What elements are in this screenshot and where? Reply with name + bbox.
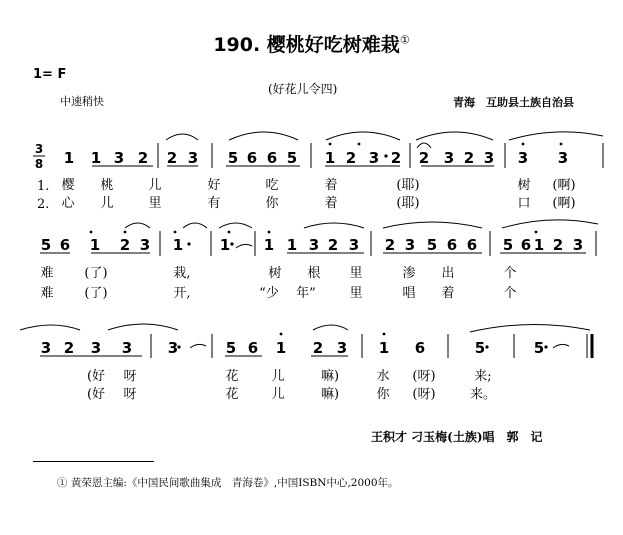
note: 3 [483,149,495,167]
note: 5 [286,149,298,167]
note: 6 [414,339,426,357]
time-signature-top: 3 [34,142,44,156]
lyric: 桃 [100,178,114,193]
note: 6 [59,236,71,254]
lyric: (呀) [412,387,436,402]
note: 3 [308,236,320,254]
note: 5 [426,236,438,254]
note: 5 [227,149,239,167]
note: 3 [404,236,416,254]
lyric: 年” [296,286,316,301]
lyric: 你 [376,387,390,402]
key-signature: 1= F [33,67,67,82]
note: 2 [345,149,357,167]
note: 6 [446,236,458,254]
lyric: 难 [40,286,54,301]
lyric: 个 [503,266,517,281]
lyric: 口 [517,196,531,211]
lyric: (耶) [396,178,420,193]
note: 3 [572,236,584,254]
note: 3 [113,149,125,167]
note: 3 [517,149,529,167]
performer-credits: 王积才 刁玉梅(土族)唱 郭 记 [371,430,543,444]
lyric: 水 [376,369,390,384]
note: 2 [327,236,339,254]
lyric: 个 [503,286,517,301]
lyric: 渗 [402,266,416,281]
note: 1 [533,236,545,254]
lyric: 难 [40,266,54,281]
lyric: 呀 [123,369,137,384]
lyric: (啊) [552,178,576,193]
lyric: 着 [324,196,338,211]
note: 2 [418,149,430,167]
lyric: (呀) [412,369,436,384]
tune-subtitle: (好花儿令四) [268,82,338,96]
note: 5 [533,339,545,357]
note: 2 [390,149,402,167]
note: 1 [275,339,287,357]
note: 3 [348,236,360,254]
note: 3 [139,236,151,254]
note: 2 [312,339,324,357]
note: 1 [89,236,101,254]
footnote-divider [33,461,154,462]
note: 6 [520,236,532,254]
note: 1 [324,149,336,167]
note: 2 [137,149,149,167]
lyric: (了) [84,286,108,301]
note: 2 [552,236,564,254]
note: 5 [502,236,514,254]
lyric: 嘛) [320,387,340,402]
note: 1 [172,236,184,254]
lyric: 栽, [173,266,191,281]
note: 3 [557,149,569,167]
note: 2 [384,236,396,254]
lyric: 儿 [271,369,285,384]
note: 6 [247,339,259,357]
note: 3 [368,149,380,167]
note: 3 [121,339,133,357]
note: 6 [466,236,478,254]
song-title: 190. 樱桃好吃树难栽① [213,33,410,56]
lyric: 里 [148,196,162,211]
lyric: 嘛) [320,369,340,384]
lyric: 根 [307,266,321,281]
lyric: 吃 [265,178,279,193]
note: 1 [286,236,298,254]
lyric: 心 [61,196,75,211]
lyric: 来; [474,369,492,384]
lyric: (耶) [396,196,420,211]
lyric: 花 [225,387,239,402]
note: 1 [378,339,390,357]
note: 3 [167,339,179,357]
note: 3 [443,149,455,167]
lyric: 花 [225,369,239,384]
lyric: 唱 [402,286,416,301]
lyric: 着 [324,178,338,193]
verse-label: 1. [37,179,50,194]
lyric: “少 [259,286,279,301]
lyric: 呀 [123,387,137,402]
note: 6 [246,149,258,167]
verse-label: 2. [37,197,50,212]
note: 2 [463,149,475,167]
time-signature-bottom: 8 [34,157,44,171]
note: 3 [336,339,348,357]
lyric: 里 [349,266,363,281]
lyric: 樱 [61,178,75,193]
note: 5 [225,339,237,357]
note: 5 [40,236,52,254]
note: 5 [474,339,486,357]
region-label: 青海 互助县土族自治县 [453,96,574,109]
lyric: 树 [268,266,282,281]
note: 3 [187,149,199,167]
lyric: (好 [86,369,106,384]
tempo-marking: 中速稍快 [60,95,104,108]
lyric: 有 [207,196,221,211]
lyric: (了) [84,266,108,281]
lyric: 你 [265,196,279,211]
lyric: 来。 [469,387,497,402]
lyric: (好 [86,387,106,402]
lyric: 儿 [271,387,285,402]
note: 6 [266,149,278,167]
lyric: 出 [441,266,455,281]
note: 1 [219,236,231,254]
lyric: 好 [207,178,221,193]
lyric: 儿 [100,196,114,211]
lyric: 里 [349,286,363,301]
note: 3 [90,339,102,357]
lyric: 着 [441,286,455,301]
lyric: (啊) [552,196,576,211]
note: 1 [63,149,75,167]
lyric: 儿 [148,178,162,193]
note: 2 [63,339,75,357]
note: 2 [119,236,131,254]
lyric: 树 [517,178,531,193]
lyric: 开, [173,286,191,301]
note: 2 [166,149,178,167]
note: 3 [40,339,52,357]
note: 1 [263,236,275,254]
note: 1 [90,149,102,167]
footnote: ① 黄荣恩主编:《中国民间歌曲集成 青海卷》,中国ISBN中心,2000年。 [57,477,399,489]
